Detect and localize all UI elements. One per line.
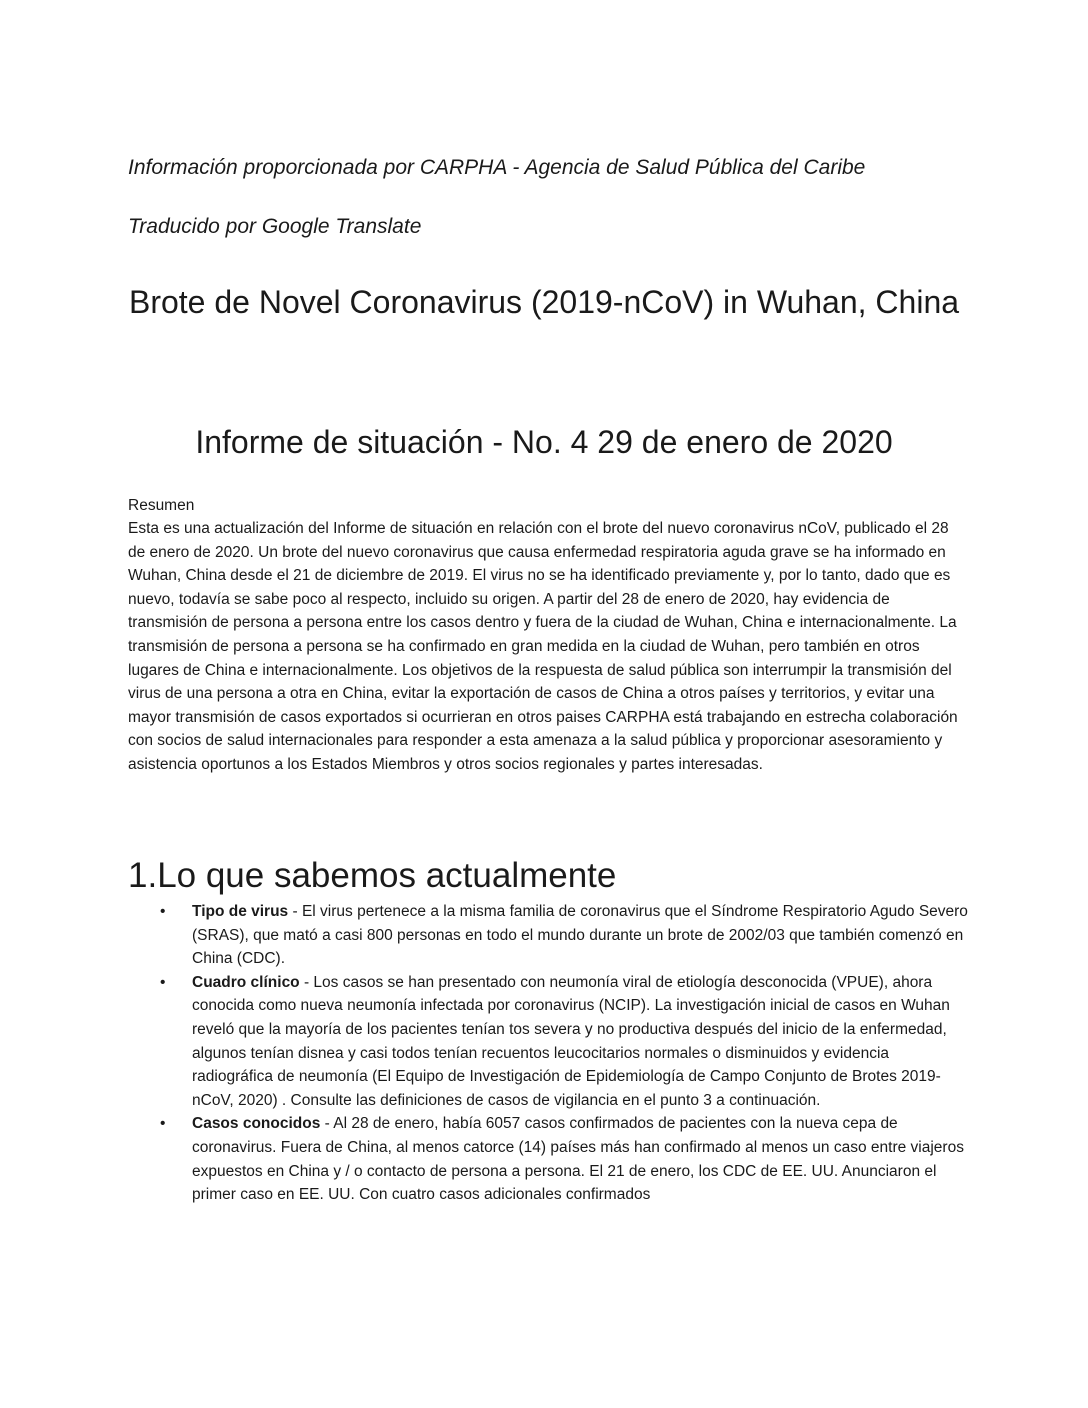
bullet-icon: • [160, 973, 166, 991]
list-item [128, 1112, 968, 1206]
summary-label: Resumen [128, 497, 195, 514]
bullet-term: Tipo de virus [192, 903, 289, 920]
bullet-term: Casos conocidos [192, 1115, 321, 1133]
attribution-source: Información proporcionada por CARPHA - Agencia de Salud Pública del Caribe [128, 156, 866, 179]
list-item [128, 900, 968, 971]
attribution-translation: Traducido por Google Translate [128, 215, 422, 238]
bullet-icon: • [160, 1115, 166, 1133]
section-heading: 1.Lo que sabemos actualmente [128, 856, 617, 895]
bullet-text: - Los casos se han presentado con neumonía viral de etiología desconocida (VPUE), ahora conocida como nueva neumonía infectada por coronavirus (NCIP). La investigación inicial de casos en Wuhan reveló que la mayoría de los pacientes tenían tos severa y no productiva después del inicio de la enfermedad, algunos tenían disnea y casi todos tenían recuentos leucocitarios normales o disminuidos y evidencia radiográfica de neumonía (El Equipo de Investigación de Epidemiología de Campo Conjunto de Brotes 2019-nCoV, 2020) . Consulte las definiciones de casos de vigilancia en el punto 3 a continuación. [192, 973, 950, 1109]
document-title: Brote de Novel Coronavirus (2019-nCoV) in Wuhan, China [128, 284, 960, 320]
report-subtitle: Informe de situación - No. 4 29 de enero de 2020 [195, 424, 893, 460]
bullet-icon: • [160, 903, 166, 920]
bullet-text: - El virus pertenece a la misma familia de coronavirus que el Síndrome Respiratorio Agudo Severo (SRAS), que mató a casi 800 personas en todo el mundo durante un brote de 2002/03 que también comenzó en China (CDC). [192, 903, 968, 968]
summary-paragraph: Esta es una actualización del Informe de situación en relación con el brote del nuevo coronavirus nCoV, publicado el 28 de enero de 2020. Un brote del nuevo coronavirus que causa enfermedad respiratoria aguda grave se ha informado en Wuhan, China desde el 21 de diciembre de 2019. El virus no se ha identificado previamente y, por lo tanto, dado que es nuevo, todavía se sabe poco al respecto, incluido su origen. A partir del 28 de enero de 2020, hay evidencia de transmisión de persona a persona entre los casos dentro y fuera de la ciudad de Wuhan, China e internacionalmente. La transmisión de persona a persona se ha confirmado en gran medida en la ciudad de Wuhan, pero también en otros lugares de China e internacionalmente. Los objetivos de la respuesta de salud pública son interrumpir la transmisión del virus de una persona a otra en China, evitar la exportación de casos de China a otros países y territorios, y evitar una mayor transmisión de casos exportados si ocurrieran en otros paises CARPHA está trabajando en estrecha colaboración con socios de salud internacionales para responder a esta amenaza a la salud pública y proporcionar asesoramiento y asistencia oportunos a los Estados Miembros y otros socios regionales y partes interesadas. [128, 520, 958, 773]
list-item [128, 971, 968, 1113]
bullet-list [128, 900, 968, 1207]
bullet-text: - Al 28 de enero, había 6057 casos confirmados de pacientes con la nueva cepa de coronavirus. Fuera de China, al menos catorce (14) países más han confirmado al menos un caso entre viajeros expuestos en China y / o contacto de persona a persona. El 21 de enero, los CDC de EE. UU. Anunciaron el primer caso en EE. UU. Con cuatro casos adicionales confirmados [192, 1115, 964, 1204]
bullet-term: Cuadro clínico [192, 973, 300, 991]
